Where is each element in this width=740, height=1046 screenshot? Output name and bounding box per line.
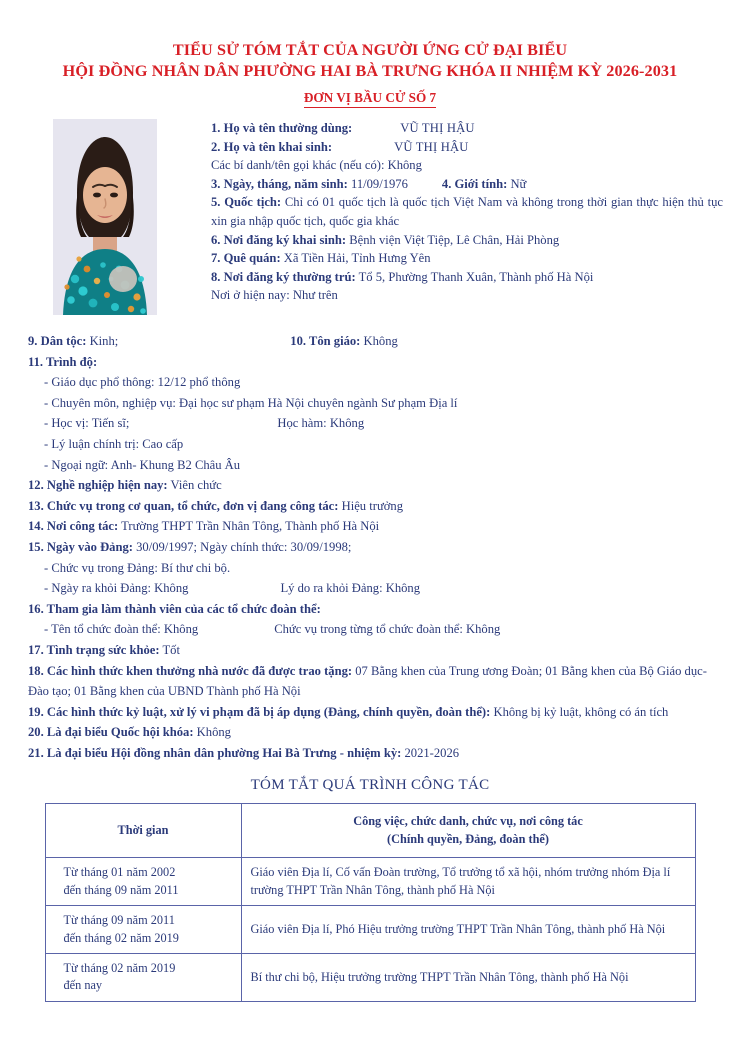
field-general-education: - Giáo dục phổ thông: 12/12 phổ thông (44, 375, 241, 390)
field-degree-and-academic-title (28, 413, 718, 434)
constituency-subtitle-wrapper (0, 89, 740, 108)
period-line-1: Từ tháng 02 năm 2019 (63, 960, 176, 975)
field-party-position: - Chức vụ trong Đảng: Bí thư chi bộ. (44, 560, 231, 575)
field-birth-registration-value: Bệnh viện Việt Tiệp, Lê Chân, Hải Phòng (349, 232, 560, 247)
field-state-awards (28, 661, 718, 702)
field-education-label: 11. Trình độ: (28, 354, 98, 369)
field-party-join-date-value: 30/09/1997; Ngày chính thức: 30/09/1998; (136, 539, 352, 554)
field-birth-name-label: 2. Họ và tên khai sinh: (211, 139, 333, 154)
field-alias: Các bí danh/tên gọi khác (nếu có): Không (211, 158, 422, 173)
field-national-assembly-deputy (28, 722, 718, 743)
table-row (45, 858, 695, 906)
field-dob-label: 3. Ngày, tháng, năm sinh: (211, 176, 348, 191)
field-workplace-value: Trường THPT Trần Nhân Tông, Thành phố Hà Nội (121, 519, 380, 534)
field-disciplinary-actions (28, 702, 718, 723)
column-header-role-line-2: (Chính quyền, Đảng, đoàn thể) (387, 831, 549, 846)
field-common-name (211, 119, 723, 138)
field-state-awards-label: 18. Các hình thức khen thưởng nhà nước đã được trao tặng: (28, 663, 353, 678)
field-nationality-value: Chỉ có 01 quốc tịch là quốc tịch Việt Nam và không trong thời gian thực hiện thủ tục xin gia nhập quốc tịch, quốc gia khác (211, 195, 723, 228)
field-professional-qualification: - Chuyên môn, nghiệp vụ: Đại học sư phạm Hà Nội chuyên ngành Sư phạm Địa lí (44, 395, 458, 410)
field-birth-registration-label: 6. Nơi đăng ký khai sinh: (211, 232, 347, 247)
field-party-join-date-label: 15. Ngày vào Đảng: (28, 539, 133, 554)
field-common-name-label: 1. Họ và tên thường dùng: (211, 121, 353, 135)
field-gender-value: Nữ (510, 176, 527, 191)
cell-description: Bí thư chi bộ, Hiệu trưởng trường THPT Trần Nhân Tông, thành phố Hà Nội (241, 953, 695, 1001)
field-disciplinary-actions-value: Không bị kỷ luật, không có án tích (493, 704, 669, 719)
field-ethnicity-and-religion (28, 331, 718, 352)
field-party-exit-date: - Ngày ra khỏi Đảng: Không (44, 581, 189, 596)
field-religion-label: 10. Tôn giáo: (290, 334, 361, 348)
avatar (53, 119, 157, 315)
photo-and-identity-area (0, 119, 740, 327)
field-hometown-value: Xã Tiền Hải, Tỉnh Hưng Yên (283, 251, 431, 266)
field-party-join-date (28, 537, 718, 558)
period-line-2: đến tháng 02 năm 2019 (63, 930, 179, 945)
column-header-period: Thời gian (45, 804, 241, 858)
field-state-awards-value: 07 Bằng khen của Trung ương Đoàn; 01 Bằng khen của Bộ Giáo dục- Đào tạo; 01 Bằng khen của UBND Thành phố Hà Nội (28, 663, 707, 699)
field-organization-name: - Tên tổ chức đoàn thể: Không (44, 622, 199, 637)
field-position-at-work-label: 13. Chức vụ trong cơ quan, tổ chức, đơn vị đang công tác: (28, 498, 339, 513)
field-workplace (28, 516, 718, 537)
field-permanent-residence-value: Tổ 5, Phường Thanh Xuân, Thành phố Hà Nội (358, 269, 594, 284)
period-line-2: đến nay (63, 978, 103, 993)
field-dob-and-gender (211, 175, 723, 194)
field-national-assembly-deputy-label: 20. Là đại biểu Quốc hội khóa: (28, 725, 194, 740)
field-health-status (28, 640, 718, 661)
table-row (45, 906, 695, 954)
table-row (45, 953, 695, 1001)
work-history-table (45, 803, 696, 1001)
document-header (0, 0, 740, 108)
field-hometown-label: 7. Quê quán: (211, 251, 281, 266)
field-health-status-value: Tốt (162, 642, 180, 657)
constituency-subtitle: ĐƠN VỊ BẦU CỬ SỐ 7 (304, 90, 436, 108)
field-council-deputy-label: 21. Là đại biểu Hội đồng nhân dân phường Hai Bà Trưng - nhiệm kỳ: (28, 745, 402, 760)
field-organization-detail (28, 619, 718, 640)
cell-description: Giáo viên Địa lí, Cố vấn Đoàn trường, Tổ trưởng tổ xã hội, nhóm trưởng nhóm Địa lí trường THPT Trần Nhân Tông, thành phố Hà Nội (241, 858, 695, 906)
field-current-occupation-value: Viên chức (170, 478, 222, 493)
field-foreign-language: - Ngoại ngữ: Anh- Khung B2 Châu Âu (44, 457, 241, 472)
field-religion-value: Không (363, 334, 398, 348)
field-ethnicity-value: Kinh; (89, 334, 119, 348)
period-line-1: Từ tháng 01 năm 2002 (63, 865, 176, 880)
field-political-theory: - Lý luận chính trị: Cao cấp (44, 436, 184, 451)
field-degree-value: - Học vị: Tiến sĩ; (44, 416, 130, 431)
document-title-line-1: TIỂU SỬ TÓM TẮT CỦA NGƯỜI ỨNG CỬ ĐẠI BIỂU (172, 41, 568, 59)
field-health-status-label: 17. Tình trạng sức khỏe: (28, 642, 160, 657)
field-nationality-label: 5. Quốc tịch: (211, 195, 282, 210)
biography-fields (0, 331, 740, 763)
period-line-2: đến tháng 09 năm 2011 (63, 882, 179, 897)
field-current-occupation-label: 12. Nghề nghiệp hiện nay: (28, 478, 168, 493)
field-hometown (211, 249, 723, 268)
cell-period (45, 906, 241, 954)
field-ethnicity-label: 9. Dân tộc: (28, 334, 87, 348)
field-party-exit-reason: Lý do ra khỏi Đảng: Không (280, 581, 421, 596)
field-education-heading (28, 352, 718, 373)
field-permanent-residence-label: 8. Nơi đăng ký thường trú: (211, 269, 356, 284)
identity-fields (211, 119, 723, 305)
field-organization-position: Chức vụ trong từng tổ chức đoàn thể: Không (274, 622, 501, 637)
field-council-deputy-value: 2021-2026 (404, 745, 460, 760)
work-summary-heading: TÓM TẮT QUÁ TRÌNH CÔNG TÁC (250, 777, 490, 794)
field-dob-value: 11/09/1976 (350, 176, 408, 191)
cell-period (45, 858, 241, 906)
period-line-1: Từ tháng 09 năm 2011 (63, 913, 175, 928)
field-nationality (211, 193, 723, 230)
field-position-at-work-value: Hiệu trưởng (341, 498, 404, 513)
field-position-at-work (28, 496, 718, 517)
field-national-assembly-deputy-value: Không (196, 725, 231, 740)
cell-description: Giáo viên Địa lí, Phó Hiệu trưởng trường THPT Trần Nhân Tông, thành phố Hà Nội (241, 906, 695, 954)
field-current-residence: Nơi ở hiện nay: Như trên (211, 288, 338, 303)
field-academic-title-value: Học hàm: Không (277, 416, 365, 431)
field-gender-label: 4. Giới tính: (441, 176, 508, 191)
field-disciplinary-actions-label: 19. Các hình thức kỷ luật, xử lý vi phạm đã bị áp dụng (Đảng, chính quyền, đoàn thể): (28, 704, 491, 719)
field-party-exit (28, 578, 718, 599)
field-permanent-residence (211, 268, 723, 287)
column-header-role-line-1: Công việc, chức danh, chức vụ, nơi công tác (353, 814, 583, 829)
field-current-occupation (28, 475, 718, 496)
field-common-name-value: VŨ THỊ HẬU (400, 121, 475, 135)
column-header-role (241, 804, 695, 858)
field-birth-registration (211, 231, 723, 250)
field-organizations-label: 16. Tham gia làm thành viên của các tổ chức đoàn thể: (28, 601, 321, 616)
document-title-line-2: HỘI ĐỒNG NHÂN DÂN PHƯỜNG HAI BÀ TRƯNG KHÓA II NHIỆM KỲ 2026-2031 (62, 62, 678, 80)
field-council-deputy (28, 743, 718, 764)
cell-period (45, 953, 241, 1001)
field-organizations-heading (28, 599, 718, 620)
field-birth-name-value: VŨ THỊ HẬU (394, 139, 469, 154)
field-birth-name (211, 138, 723, 157)
table-header-row (45, 804, 695, 858)
field-workplace-label: 14. Nơi công tác: (28, 519, 119, 534)
